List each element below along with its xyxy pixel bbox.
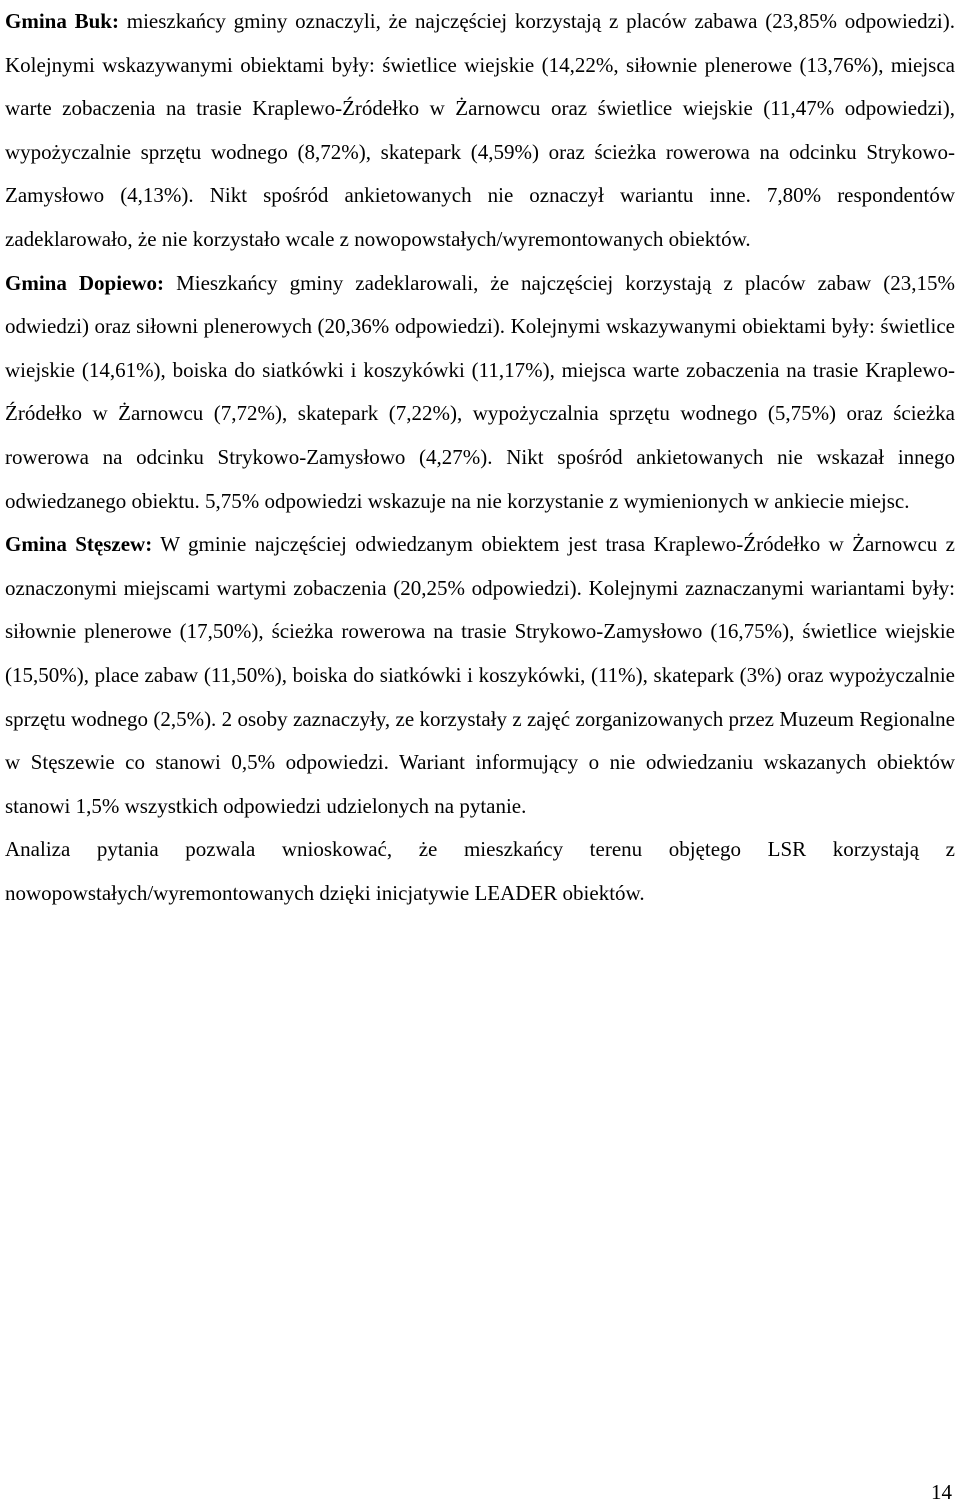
- paragraph-lead: Gmina Stęszew:: [5, 532, 153, 557]
- page-number: 14: [931, 1480, 952, 1504]
- paragraph-gmina-steszew: [5, 523, 955, 828]
- paragraph-gmina-buk: [5, 0, 955, 262]
- paragraph-conclusion: [5, 828, 955, 915]
- paragraph-text: mieszkańcy gminy oznaczyli, że najczęściej korzystają z placów zabawa (23,85% odpowiedzi). Kolejnymi wskazywanymi obiektami były: świetlice wiejskie (14,22%, siłownie plenerowe (13,76%), miejsca warte zobaczenia na trasie Kraplewo-Źródełko w Żarnowcu oraz świetlice wiejskie (11,47% odpowiedzi), wypożyczalnie sprzętu wodnego (8,72%), skatepark (4,59%) oraz ścieżka rowerowa na odcinku Strykowo-Zamysłowo (4,13%). Nikt spośród ankietowanych nie oznaczył wariantu inne. 7,80% respondentów zadeklarowało, że nie korzystało wcale z nowopowstałych/wyremontowanych obiektów.: [5, 9, 955, 251]
- paragraph-text: Analiza pytania pozwala wnioskować, że mieszkańcy terenu objętego LSR korzystają z nowopowstałych/wyremontowanych dzięki inicjatywie LEADER obiektów.: [5, 837, 955, 905]
- paragraph-lead: Gmina Dopiewo:: [5, 270, 165, 295]
- paragraph-text: W gminie najczęściej odwiedzanym obiektem jest trasa Kraplewo-Źródełko w Żarnowcu z oznaczonymi miejscami wartymi zobaczenia (20,25% odpowiedzi). Kolejnymi zaznaczanymi wariantami były: siłownie plenerowe (17,50%), ścieżka rowerowa na trasie Strykowo-Zamysłowo (16,75%), świetlice wiejskie (15,50%), place zabaw (11,50%), boiska do siatkówki i koszykówki, (11%), skatepark (3%) oraz wypożyczalnie sprzętu wodnego (2,5%). 2 osoby zaznaczyły, ze korzystały z zajęć zorganizowanych przez Muzeum Regionalne w Stęszewie co stanowi 0,5% odpowiedzi. Wariant informujący o nie odwiedzaniu wskazanych obiektów stanowi 1,5% wszystkich odpowiedzi udzielonych na pytanie.: [5, 532, 955, 818]
- paragraph-lead: Gmina Buk:: [5, 9, 119, 33]
- paragraph-text: Mieszkańcy gminy zadeklarowali, że najczęściej korzystają z placów zabaw (23,15% odwiedzi) oraz siłowni plenerowych (20,36% odpowiedzi). Kolejnymi wskazywanymi obiektami były: świetlice wiejskie (14,61%), boiska do siatkówki i koszykówki (11,17%), miejsca warte zobaczenia na trasie Kraplewo-Źródełko w Żarnowcu (7,72%), skatepark (7,22%), wypożyczalnia sprzętu wodnego (5,75%) oraz ścieżka rowerowa na odcinku Strykowo-Zamysłowo (4,27%). Nikt spośród ankietowanych nie wskazał innego odwiedzanego obiektu. 5,75% odpowiedzi wskazuje na nie korzystanie z wymienionych w ankiecie miejsc.: [5, 270, 956, 513]
- document-page: [5, 0, 955, 915]
- paragraph-gmina-dopiewo: [5, 262, 955, 524]
